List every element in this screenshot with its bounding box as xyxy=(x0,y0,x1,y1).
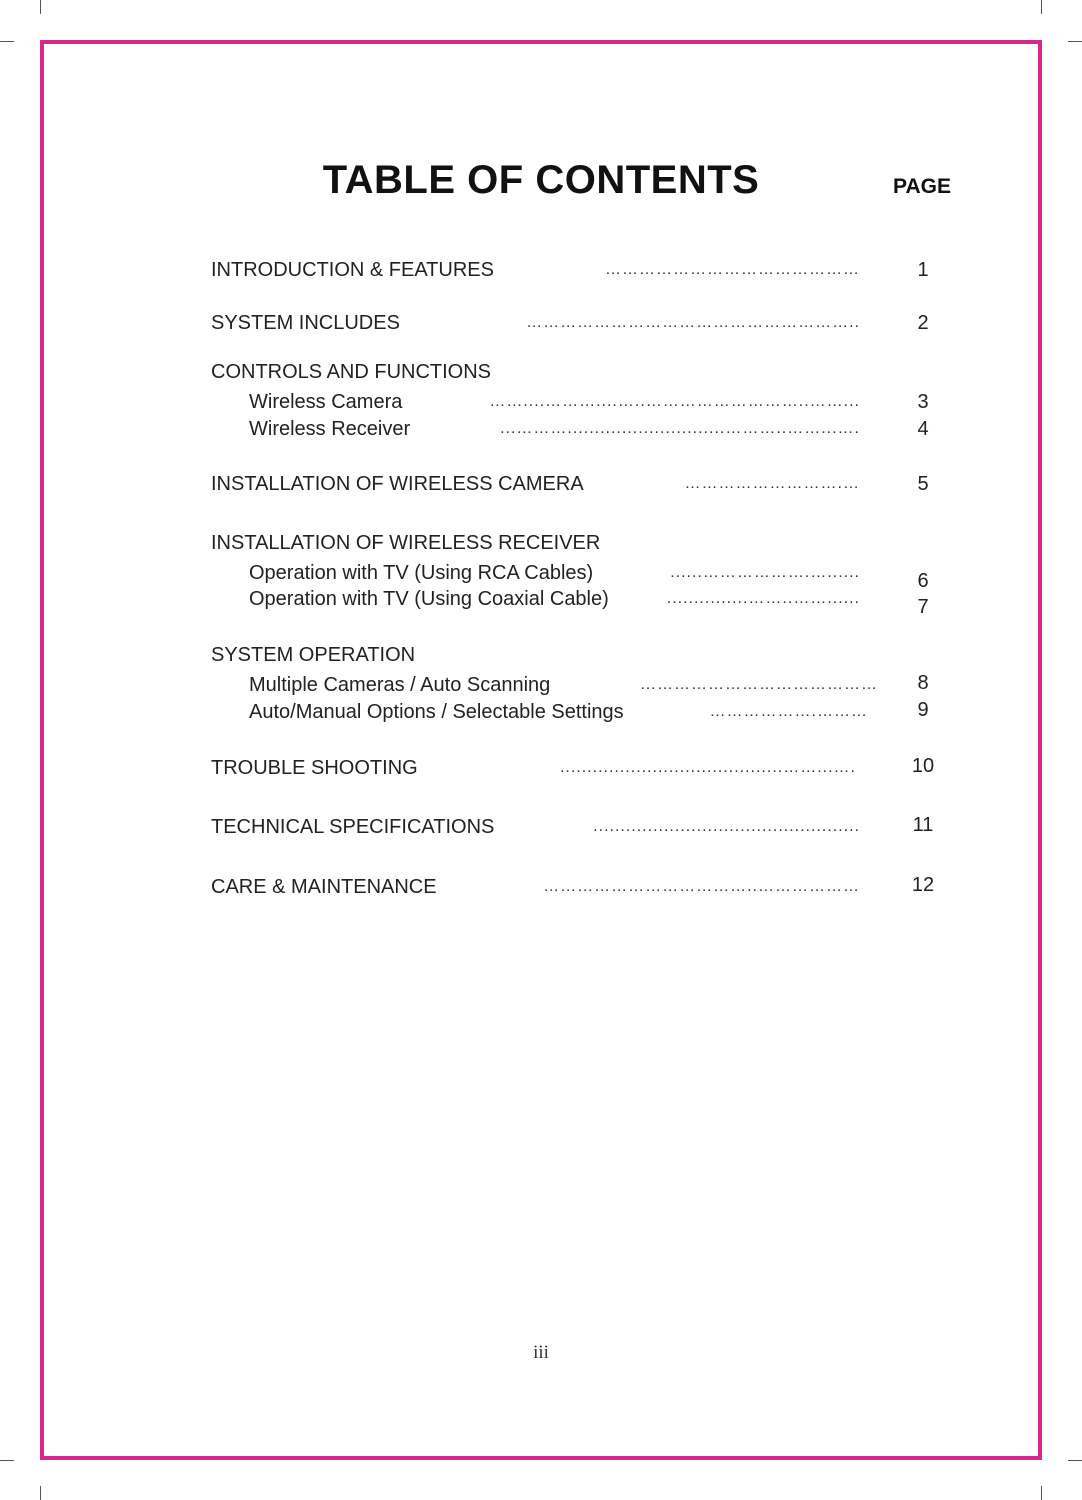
toc-page-number: 11 xyxy=(912,814,934,836)
toc-section-label: INSTALLATION OF WIRELESS RECEIVER xyxy=(211,532,601,554)
toc-entry-label: TECHNICAL SPECIFICATIONS xyxy=(211,816,495,838)
leader-dots: ...……….............................………..……...…. xyxy=(500,420,860,437)
toc-entry-wireless-camera[interactable] xyxy=(0,389,1082,415)
crop-mark xyxy=(1041,1486,1042,1500)
toc-entry-multiple-cameras[interactable] xyxy=(0,672,1082,698)
toc-entry-label: Multiple Cameras / Auto Scanning xyxy=(249,674,551,696)
crop-mark xyxy=(40,0,41,14)
toc-entry-label: TROUBLE SHOOTING xyxy=(211,757,418,779)
leader-dots: ……………………….… xyxy=(684,475,860,492)
toc-entry-install-camera[interactable] xyxy=(0,471,1082,497)
toc-entry-care-maintenance[interactable] xyxy=(0,874,1082,900)
leader-dots: ...............……..……...... xyxy=(666,590,860,607)
toc-entry-label: INTRODUCTION & FEATURES xyxy=(211,259,494,281)
toc-entry-auto-manual[interactable] xyxy=(0,699,1082,725)
leader-dots: ………………………………..……………… xyxy=(543,878,860,895)
toc-page-number: 3 xyxy=(917,391,929,413)
toc-page-number: 5 xyxy=(917,473,929,495)
leader-dots: ................................................. xyxy=(593,818,860,835)
toc-entry-label: INSTALLATION OF WIRELESS CAMERA xyxy=(211,473,584,495)
toc-entry-introduction[interactable] xyxy=(0,257,1082,283)
toc-section-label: CONTROLS AND FUNCTIONS xyxy=(211,361,492,383)
toc-entry-tv-rca[interactable] xyxy=(0,560,1082,592)
toc-entry-wireless-receiver[interactable] xyxy=(0,416,1082,442)
crop-mark xyxy=(0,1460,14,1461)
crop-mark xyxy=(1068,1460,1082,1461)
toc-page-number: 9 xyxy=(917,699,929,721)
toc-page-number: 4 xyxy=(917,418,929,440)
toc-entry-label: Operation with TV (Using Coaxial Cable) xyxy=(249,588,609,610)
toc-section-label: SYSTEM OPERATION xyxy=(211,644,416,666)
page-title: TABLE OF CONTENTS xyxy=(322,158,760,202)
toc-entry-label: SYSTEM INCLUDES xyxy=(211,312,400,334)
toc-page-number: 7 xyxy=(917,596,929,618)
toc-section-system-operation[interactable] xyxy=(0,642,1082,668)
toc-page-number: 6 xyxy=(917,570,929,592)
crop-mark xyxy=(1041,0,1042,14)
leader-dots: ……....………....…..………………………..……... xyxy=(489,393,860,410)
leader-dots: ………………………………………………….. xyxy=(526,314,860,331)
toc-entry-tv-coaxial[interactable] xyxy=(0,586,1082,618)
toc-entry-system-includes[interactable] xyxy=(0,310,1082,336)
crop-mark xyxy=(0,41,14,42)
toc-entry-technical-specifications[interactable] xyxy=(0,814,1082,840)
page-border xyxy=(40,40,1042,1460)
toc-entry-label: Operation with TV (Using RCA Cables) xyxy=(249,562,594,584)
toc-entry-label: CARE & MAINTENANCE xyxy=(211,876,437,898)
crop-mark xyxy=(1068,41,1082,42)
leader-dots: .........................................……...…. xyxy=(559,759,856,776)
toc-section-install-receiver[interactable] xyxy=(0,530,1082,556)
toc-entry-label: Wireless Camera xyxy=(249,391,403,413)
toc-entry-label: Auto/Manual Options / Selectable Settings xyxy=(249,701,624,723)
leader-dots: …………………………………… xyxy=(640,676,878,693)
leader-dots: ……………………………………… xyxy=(605,261,860,278)
leader-dots: ……………….……… xyxy=(709,703,868,720)
toc-entry-trouble-shooting[interactable] xyxy=(0,755,1082,781)
toc-section-controls[interactable] xyxy=(0,359,1082,385)
toc-page-number: 2 xyxy=(917,312,929,334)
toc-page-number: 8 xyxy=(917,672,929,694)
toc-page-number: 12 xyxy=(911,874,935,896)
page-column-heading: PAGE xyxy=(893,175,951,198)
toc-page-number: 10 xyxy=(911,755,935,777)
page-folio: iii xyxy=(533,1342,549,1363)
leader-dots: ......……………….…...... xyxy=(670,564,860,581)
toc-entry-label: Wireless Receiver xyxy=(249,418,411,440)
crop-mark xyxy=(40,1486,41,1500)
toc-page-number: 1 xyxy=(917,259,929,281)
